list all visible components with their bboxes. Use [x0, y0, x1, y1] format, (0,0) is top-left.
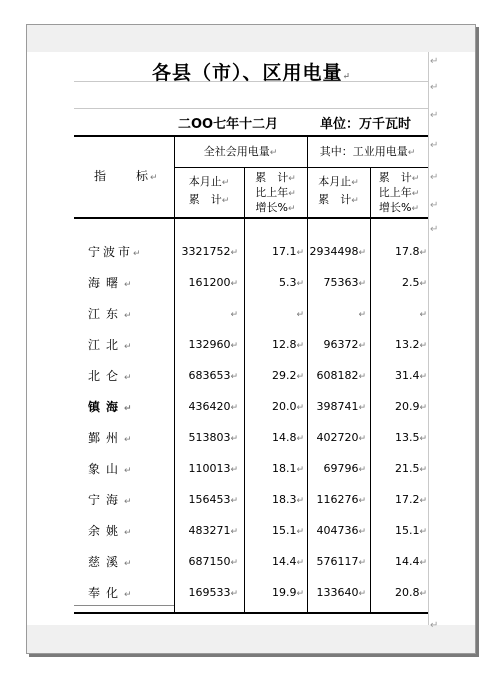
paragraph-mark: ↵: [430, 140, 439, 151]
total-value: 156453↵: [188, 493, 238, 506]
total-value: 169533↵: [188, 586, 238, 599]
rule-table-bottom: [74, 612, 428, 614]
paragraph-mark: ↵: [430, 224, 439, 235]
paragraph-mark: ↵: [430, 82, 439, 93]
row-label: 宁海↵: [88, 493, 132, 507]
row-label: 海曙↵: [88, 276, 132, 290]
total-growth-value: 19.9↵: [271, 586, 304, 599]
industry-value: 2934498↵: [309, 245, 366, 258]
total-value: 436420↵: [188, 400, 238, 413]
unit-label: 单位：万千瓦时: [320, 117, 412, 132]
total-growth-value: 12.8↵: [271, 338, 304, 351]
total-growth-value: 29.2↵: [271, 369, 304, 382]
industry-value: ↵: [358, 310, 366, 320]
total-cumulative-header: 本月止↵ 累 计↵: [188, 175, 230, 206]
indicator-header: 指 标↵: [94, 169, 158, 183]
industry-growth-value: 14.4↵: [394, 555, 427, 568]
industry-value: 75363↵: [323, 276, 366, 289]
total-growth-value: 15.1↵: [271, 524, 304, 537]
industry-growth-value: 20.8↵: [394, 586, 427, 599]
paragraph-mark: ↵: [430, 620, 439, 631]
total-growth-value: 18.3↵: [271, 493, 304, 506]
industry-value: 116276↵: [316, 493, 366, 506]
rule-header-bottom: [74, 217, 428, 219]
industry-growth-value: 2.5↵: [401, 276, 427, 289]
row-label: 宁波市↵: [88, 245, 141, 259]
industry-growth-value: 13.5↵: [394, 431, 427, 444]
total-value: 513803↵: [188, 431, 238, 444]
row-label: 象山↵: [88, 462, 132, 476]
top-margin-band: [27, 25, 475, 52]
industry-value: 96372↵: [323, 338, 366, 351]
total-growth-value: 5.3↵: [278, 276, 304, 289]
industry-value: 398741↵: [316, 400, 366, 413]
total-growth-value: 17.1↵: [271, 245, 304, 258]
document-title: 各县（市）、区用电量↵: [151, 62, 351, 84]
total-growth-value: 18.1↵: [271, 462, 304, 475]
row-label: 慈溪↵: [88, 555, 132, 569]
right-margin-guide: [428, 52, 429, 625]
industry-growth-value: 17.2↵: [394, 493, 427, 506]
report-date: 二OO七年十二月: [178, 117, 279, 132]
industrial-consumption-header: 其中：工业用电量↵: [319, 145, 416, 158]
industry-growth-value: 21.5↵: [394, 462, 427, 475]
total-value: 132960↵: [188, 338, 238, 351]
total-growth-value: 14.8↵: [271, 431, 304, 444]
total-value: 3321752↵: [181, 245, 238, 258]
total-growth-value: 20.0↵: [271, 400, 304, 413]
total-growth-value: 14.4↵: [271, 555, 304, 568]
industry-growth-value: 13.2↵: [394, 338, 427, 351]
col-rule-2: [244, 168, 245, 613]
bottom-margin-band: [27, 625, 475, 653]
rule-blank-bottom: [74, 108, 428, 109]
row-label: 鄞州↵: [88, 431, 132, 445]
industry-value: 69796↵: [323, 462, 366, 475]
industry-cumulative-header: 本月止↵ 累 计↵: [318, 175, 359, 206]
rule-header-top: [74, 135, 428, 137]
total-value: 110013↵: [188, 462, 238, 475]
row-label: 江东↵: [88, 307, 132, 321]
total-consumption-header: 全社会用电量↵: [203, 145, 278, 158]
row-label: 北仑↵: [88, 369, 132, 383]
industry-value: 608182↵: [316, 369, 366, 382]
total-value: 161200↵: [188, 276, 238, 289]
total-growth-header: 累 计↵ 比上年↵ 增长%↵: [255, 171, 296, 214]
col-rule-4: [370, 168, 371, 613]
document-table[interactable]: [74, 52, 428, 625]
industry-growth-value: 17.8↵: [394, 245, 427, 258]
total-value: 483271↵: [188, 524, 238, 537]
industry-growth-header: 累 计↵ 比上年↵ 增长%↵: [378, 171, 420, 214]
industry-value: 133640↵: [316, 586, 366, 599]
total-value: 687150↵: [188, 555, 238, 568]
total-value: 683653↵: [188, 369, 238, 382]
row-label: 余姚↵: [88, 524, 132, 538]
paragraph-mark: ↵: [430, 200, 439, 211]
industry-value: 576117↵: [316, 555, 366, 568]
rule-group-bottom: [174, 167, 428, 168]
row-label: 江北↵: [88, 338, 132, 352]
industry-value: 402720↵: [316, 431, 366, 444]
row-label: 镇海↵: [88, 400, 132, 414]
industry-growth-value: ↵: [419, 310, 427, 320]
paragraph-mark: ↵: [430, 56, 439, 67]
industry-growth-value: 15.1↵: [394, 524, 427, 537]
paragraph-mark: ↵: [430, 110, 439, 121]
rule-label-bottom: [74, 605, 174, 606]
total-value: ↵: [230, 310, 238, 320]
total-growth-value: ↵: [296, 310, 304, 320]
industry-growth-value: 20.9↵: [394, 400, 427, 413]
industry-value: 404736↵: [316, 524, 366, 537]
paragraph-mark: ↵: [430, 172, 439, 183]
industry-growth-value: 31.4↵: [394, 369, 427, 382]
row-label: 奉化↵: [88, 586, 132, 600]
